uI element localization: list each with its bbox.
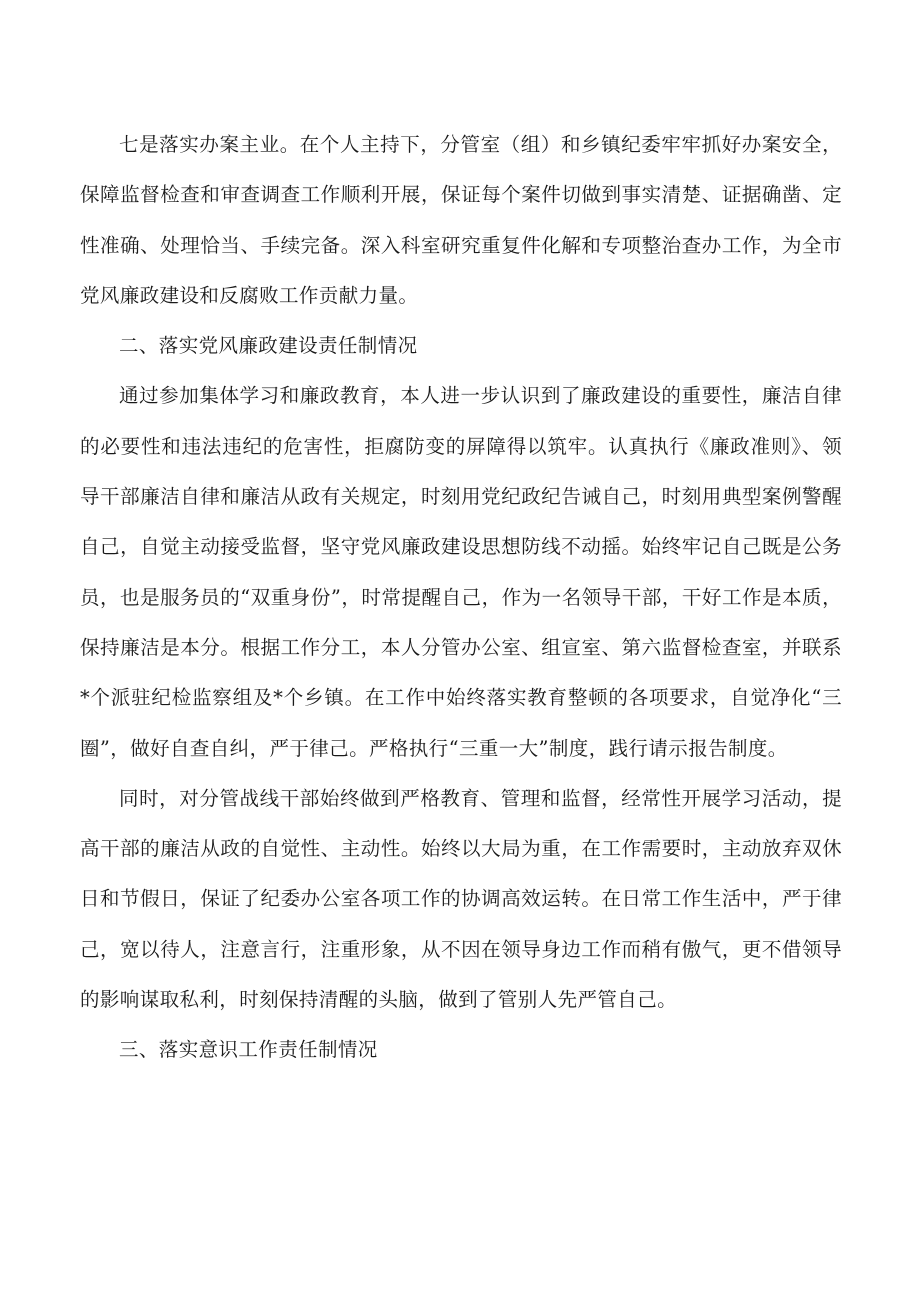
paragraph-case-handling: 七是落实办案主业。在个人主持下，分管室（组）和乡镇纪委牢牢抓好办案安全，保障监督检查和审查调查工作顺利开展，保证每个案件切做到事实清楚、证据确凿、定性准确、处理恰当、手续完备。深入科室研究重复件化解和专项整治查办工作，为全市党风廉政建设和反腐败工作贡献力量。 xyxy=(80,133,842,307)
section-heading-3: 三、落实意识工作责任制情况 xyxy=(119,1038,378,1062)
section-heading-2: 二、落实党风廉政建设责任制情况 xyxy=(119,334,418,358)
paragraph-staff-supervision: 同时，对分管战线干部始终做到严格教育、管理和监督，经常性开展学习活动，提高干部的廉洁从政的自觉性、主动性。始终以大局为重，在工作需要时，主动放弃双休日和节假日，保证了纪委办公室各项工作的协调高效运转。在日常工作生活中，严于律己，宽以待人，注意言行，注重形象，从不因在领导身边工作而稍有傲气，更不借领导的影响谋取私利，时刻保持清醒的头脑，做到了管别人先严管自己。 xyxy=(80,786,842,1012)
paragraph-integrity-study: 通过参加集体学习和廉政教育，本人进一步认识到了廉政建设的重要性，廉洁自律的必要性和违法违纪的危害性，拒腐防变的屏障得以筑牢。认真执行《廉政准则》、领导干部廉洁自律和廉洁从政有关规定，时刻用党纪政纪告诫自己，时刻用典型案例警醒自己，自觉主动接受监督，坚守党风廉政建设思想防线不动摇。始终牢记自己既是公务员，也是服务员的“双重身份”，时常提醒自己，作为一名领导干部，干好工作是本质，保持廉洁是本分。根据工作分工，本人分管办公室、组宣室、第六监督检查室，并联系*个派驻纪检监察组及*个乡镇。在工作中始终落实教育整顿的各项要求，自觉净化“三圈”，做好自查自纠，严于律己。严格执行“三重一大”制度，践行请示报告制度。 xyxy=(80,384,842,760)
document-body xyxy=(80,120,842,1076)
